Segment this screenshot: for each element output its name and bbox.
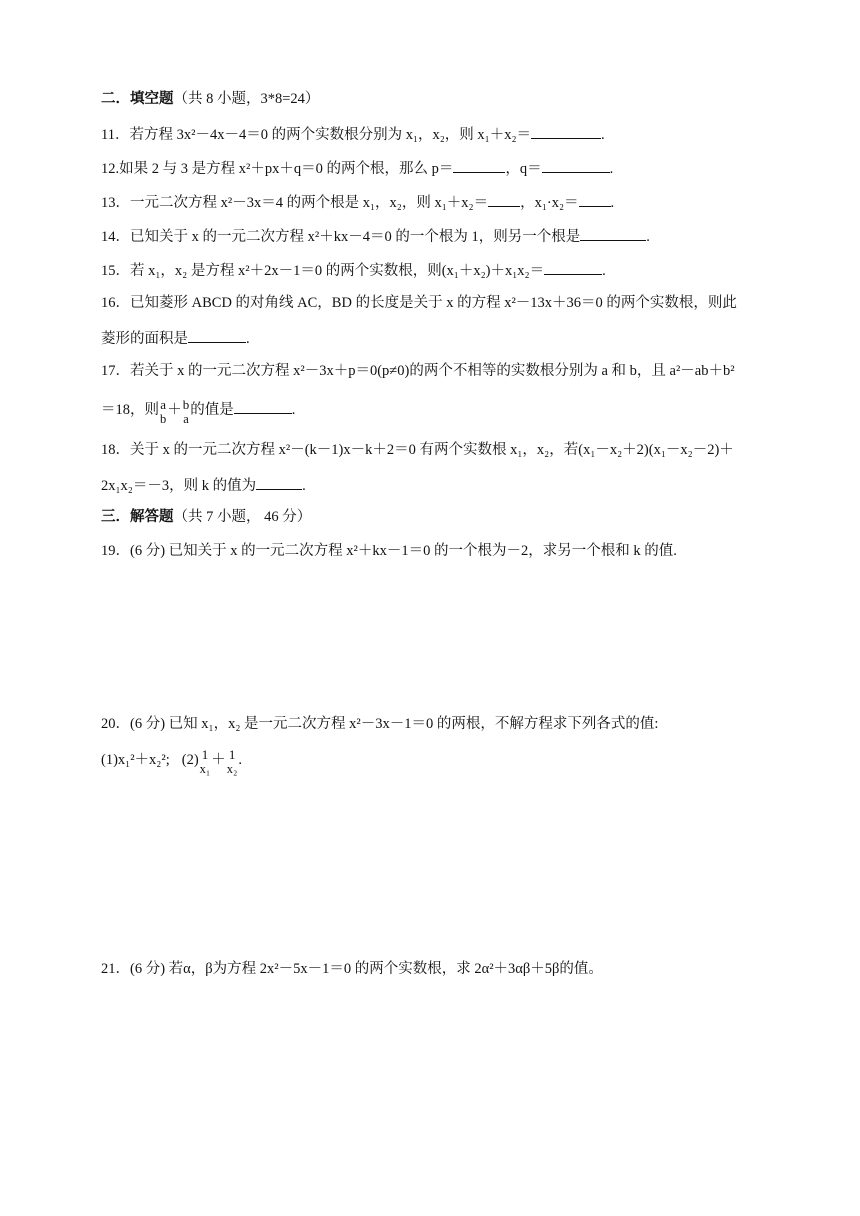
question-16-line-2 — [101, 327, 250, 349]
question-18-line-1 — [101, 440, 734, 460]
q15-number: 15． — [101, 263, 130, 279]
question-21 — [101, 959, 603, 979]
q16-text-line-1: 已知菱形 ABCD 的对角线 AC，BD 的长度是关于 x 的方程 x²－13x＋36＝0 的两个实数根，则此 — [130, 295, 737, 311]
q12-p-blank[interactable] — [453, 157, 505, 173]
q20-part-1: (1)x₁²＋x₂²; — [101, 752, 170, 768]
q18-text-line-1: 关于 x 的一元二次方程 x²－(k－1)x－k＋2＝0 有两个实数根 x₁，x₂，若(x₁－x₂＋2)(x₁－x₂－2)＋ — [130, 442, 734, 458]
question-17-line-1 — [101, 361, 735, 381]
q20-fraction-1-over-x1 — [199, 748, 212, 776]
q14-text: 已知关于 x 的一元二次方程 x²＋kx－4＝0 的一个根为 1，则另一个根是 — [130, 229, 581, 245]
q14-answer-blank[interactable] — [580, 225, 646, 241]
question-19 — [101, 541, 677, 561]
q12-mid: ，q＝ — [505, 161, 542, 177]
q12-tail: . — [609, 161, 614, 177]
q20-frac1-numerator: 1 — [201, 747, 209, 762]
q12-q-blank[interactable] — [542, 157, 610, 173]
question-18-line-2 — [101, 474, 306, 496]
q13-product-blank[interactable] — [579, 191, 611, 207]
section-2-note: （共 8 小题，3*8=24） — [173, 91, 320, 107]
q13-sum-blank[interactable] — [488, 191, 520, 207]
q11-text: 若方程 3x²－4x－4＝0 的两个实数根分别为 x₁，x₂，则 x₁＋x₂＝ — [129, 127, 532, 143]
q17-answer-blank[interactable] — [234, 398, 292, 414]
question-16-line-1 — [101, 293, 737, 313]
section-2-heading: 二．填空题 — [101, 91, 174, 107]
q17-frac2-denominator: a — [183, 412, 189, 426]
section-3-note: （共 7 小题， 46 分） — [173, 509, 312, 525]
section-3-heading-line — [101, 507, 311, 527]
q18-text-line-2: 2x₁x₂＝－3，则 k 的值为 — [101, 478, 257, 494]
q20-frac2-numerator: 1 — [228, 747, 236, 762]
q13-text: 一元二次方程 x²－3x＝4 的两个根是 x₁，x₂，则 x₁＋x₂＝ — [130, 195, 489, 211]
q18-tail: . — [302, 478, 306, 494]
q21-number: 21． — [101, 961, 130, 977]
section-2-heading-line — [101, 89, 319, 109]
q19-text: (6 分) 已知关于 x 的一元二次方程 x²＋kx－1＝0 的一个根为－2，求另一个根和 k 的值. — [130, 543, 677, 559]
q17-frac1-denominator: b — [160, 412, 167, 426]
q19-number: 19． — [101, 543, 130, 559]
q20-frac2-denominator: x₂ — [226, 762, 238, 776]
q16-tail: . — [246, 331, 250, 347]
q17-text-line-2b: 的值是 — [190, 402, 234, 418]
q17-tail: . — [291, 402, 296, 418]
q17-fraction-b-over-a — [182, 398, 191, 426]
q14-tail: . — [646, 229, 650, 245]
q13-tail: . — [610, 195, 615, 211]
section-3-heading: 三．解答题 — [101, 509, 174, 525]
q16-text-line-2: 菱形的面积是 — [101, 331, 188, 347]
question-14 — [101, 225, 650, 247]
q15-tail: . — [602, 263, 606, 279]
q18-number: 18． — [101, 442, 130, 458]
q11-tail: . — [601, 127, 605, 143]
q20-number: 20． — [101, 716, 130, 732]
q21-text: (6 分) 若α，β为方程 2x²－5x－1＝0 的两个实数根，求 2α²＋3αβ＋5β的值。 — [130, 961, 603, 977]
q17-text-line-2a: ＝18，则 — [101, 402, 159, 418]
question-20 — [101, 714, 658, 734]
q11-answer-blank[interactable] — [531, 123, 601, 139]
q20-frac1-denominator: x₁ — [199, 762, 211, 776]
q20-fraction-1-over-x2 — [226, 748, 239, 776]
q15-text: 若 x₁，x₂ 是方程 x²＋2x－1＝0 的两个实数根，则(x₁＋x₂)＋x₁x₂＝ — [130, 263, 545, 279]
q17-plus: ＋ — [167, 402, 182, 418]
question-12 — [101, 157, 613, 179]
q20-plus: ＋ — [211, 752, 226, 768]
q16-answer-blank[interactable] — [188, 327, 246, 343]
q12-text: 如果 2 与 3 是方程 x²＋px＋q＝0 的两个根，那么 p＝ — [119, 161, 454, 177]
q20-text: (6 分) 已知 x₁，x₂ 是一元二次方程 x²－3x－1＝0 的两根，不解方程求下列各式的值: — [130, 716, 659, 732]
q13-mid: ，x₁·x₂＝ — [520, 195, 579, 211]
question-15 — [101, 259, 606, 281]
question-13 — [101, 191, 614, 213]
q12-number: 12. — [101, 161, 120, 177]
q17-number: 17． — [101, 363, 130, 379]
question-11 — [101, 123, 605, 145]
question-20-parts — [101, 748, 242, 776]
q17-text-line-1: 若关于 x 的一元二次方程 x²－3x＋p＝0(p≠0)的两个不相等的实数根分别为 a 和 b，且 a²－ab＋b² — [130, 363, 735, 379]
q20-part-2: (2) — [181, 752, 199, 768]
q17-frac2-numerator: b — [182, 397, 190, 412]
q17-frac1-numerator: a — [160, 397, 167, 412]
q14-number: 14． — [101, 229, 130, 245]
q15-answer-blank[interactable] — [544, 259, 602, 275]
q13-number: 13． — [101, 195, 130, 211]
q11-number: 11． — [101, 127, 130, 143]
q17-fraction-a-over-b — [159, 398, 167, 426]
q16-number: 16． — [101, 295, 130, 311]
q20-tail: . — [238, 752, 243, 768]
question-17-line-2 — [101, 398, 295, 426]
q18-answer-blank[interactable] — [256, 474, 302, 490]
